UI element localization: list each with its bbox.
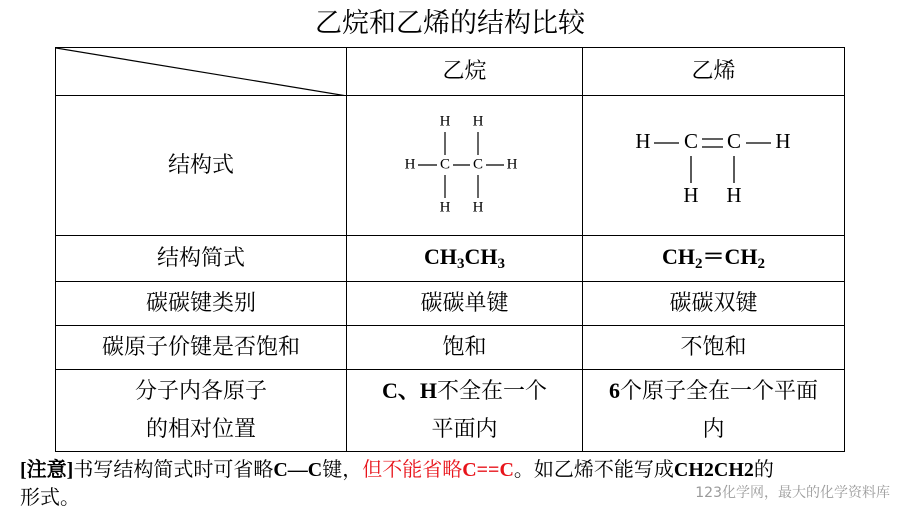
ethane-condensed-formula: $CH_3CH_3$	[347, 236, 583, 282]
watermark: 123化学网，最大的化学资料库	[695, 485, 890, 501]
ethane-bond-type: 碳碳单键	[347, 282, 583, 326]
note-highlight: 但不能省略	[362, 457, 463, 481]
atom-h: H	[682, 182, 699, 207]
atom-h: H	[506, 156, 517, 173]
note-prefix: [注意]	[20, 459, 74, 481]
ethane-planarity: C、H不全在一个 平面内	[347, 370, 583, 452]
diagonal-line	[56, 48, 347, 96]
atom-h: H	[774, 128, 791, 153]
label-planarity: 分子内各原子 的相对位置	[56, 370, 347, 452]
atom-h: H	[404, 156, 415, 173]
ethane-structure-cell	[347, 96, 583, 236]
atom-h: H	[439, 113, 450, 130]
atom-h: H	[634, 128, 651, 153]
atom-c: C	[472, 156, 483, 173]
corner-cell	[56, 48, 347, 96]
header-row	[56, 48, 845, 96]
atom-h: H	[472, 199, 483, 216]
header-ethylene: 乙烯	[583, 48, 845, 96]
atom-h: H	[472, 113, 483, 130]
atom-h: H	[439, 199, 450, 216]
row-structural-formula	[56, 96, 845, 236]
ethylene-structure-cell	[583, 96, 845, 236]
page-title: 乙烷和乙烯的结构比较	[315, 8, 585, 39]
ethane-structure	[390, 108, 540, 223]
row-condensed-formula	[56, 236, 845, 282]
ethylene-planarity: 6个原子全在一个平面 内	[583, 370, 845, 452]
ethylene-condensed-formula: $CH_2=CH_2$	[583, 236, 845, 282]
note-paragraph: [注意]书写结构简式时可省略C—C键，但不能省略C==C。如乙烯不能写成CH2CH2的 形式。	[20, 457, 774, 509]
note-double-bond: C==C	[462, 459, 514, 481]
row-saturation	[56, 326, 845, 370]
ethane-saturation: 饱和	[347, 326, 583, 370]
atom-c: C	[439, 156, 450, 173]
label-condensed-formula: 结构简式	[56, 236, 347, 282]
ethylene-bond-type: 碳碳双键	[583, 282, 845, 326]
ethylene-saturation: 不饱和	[583, 326, 845, 370]
atom-c: C	[683, 128, 698, 153]
label-structural-formula: 结构式	[56, 96, 347, 236]
atom-h: H	[725, 182, 742, 207]
comparison-table	[55, 47, 845, 452]
label-bond-type: 碳碳键类别	[56, 282, 347, 326]
header-ethane: 乙烷	[347, 48, 583, 96]
ethylene-structure	[629, 121, 799, 211]
label-saturation: 碳原子价键是否饱和	[56, 326, 347, 370]
atom-c: C	[726, 128, 741, 153]
row-bond-type	[56, 282, 845, 326]
row-planarity	[56, 370, 845, 452]
